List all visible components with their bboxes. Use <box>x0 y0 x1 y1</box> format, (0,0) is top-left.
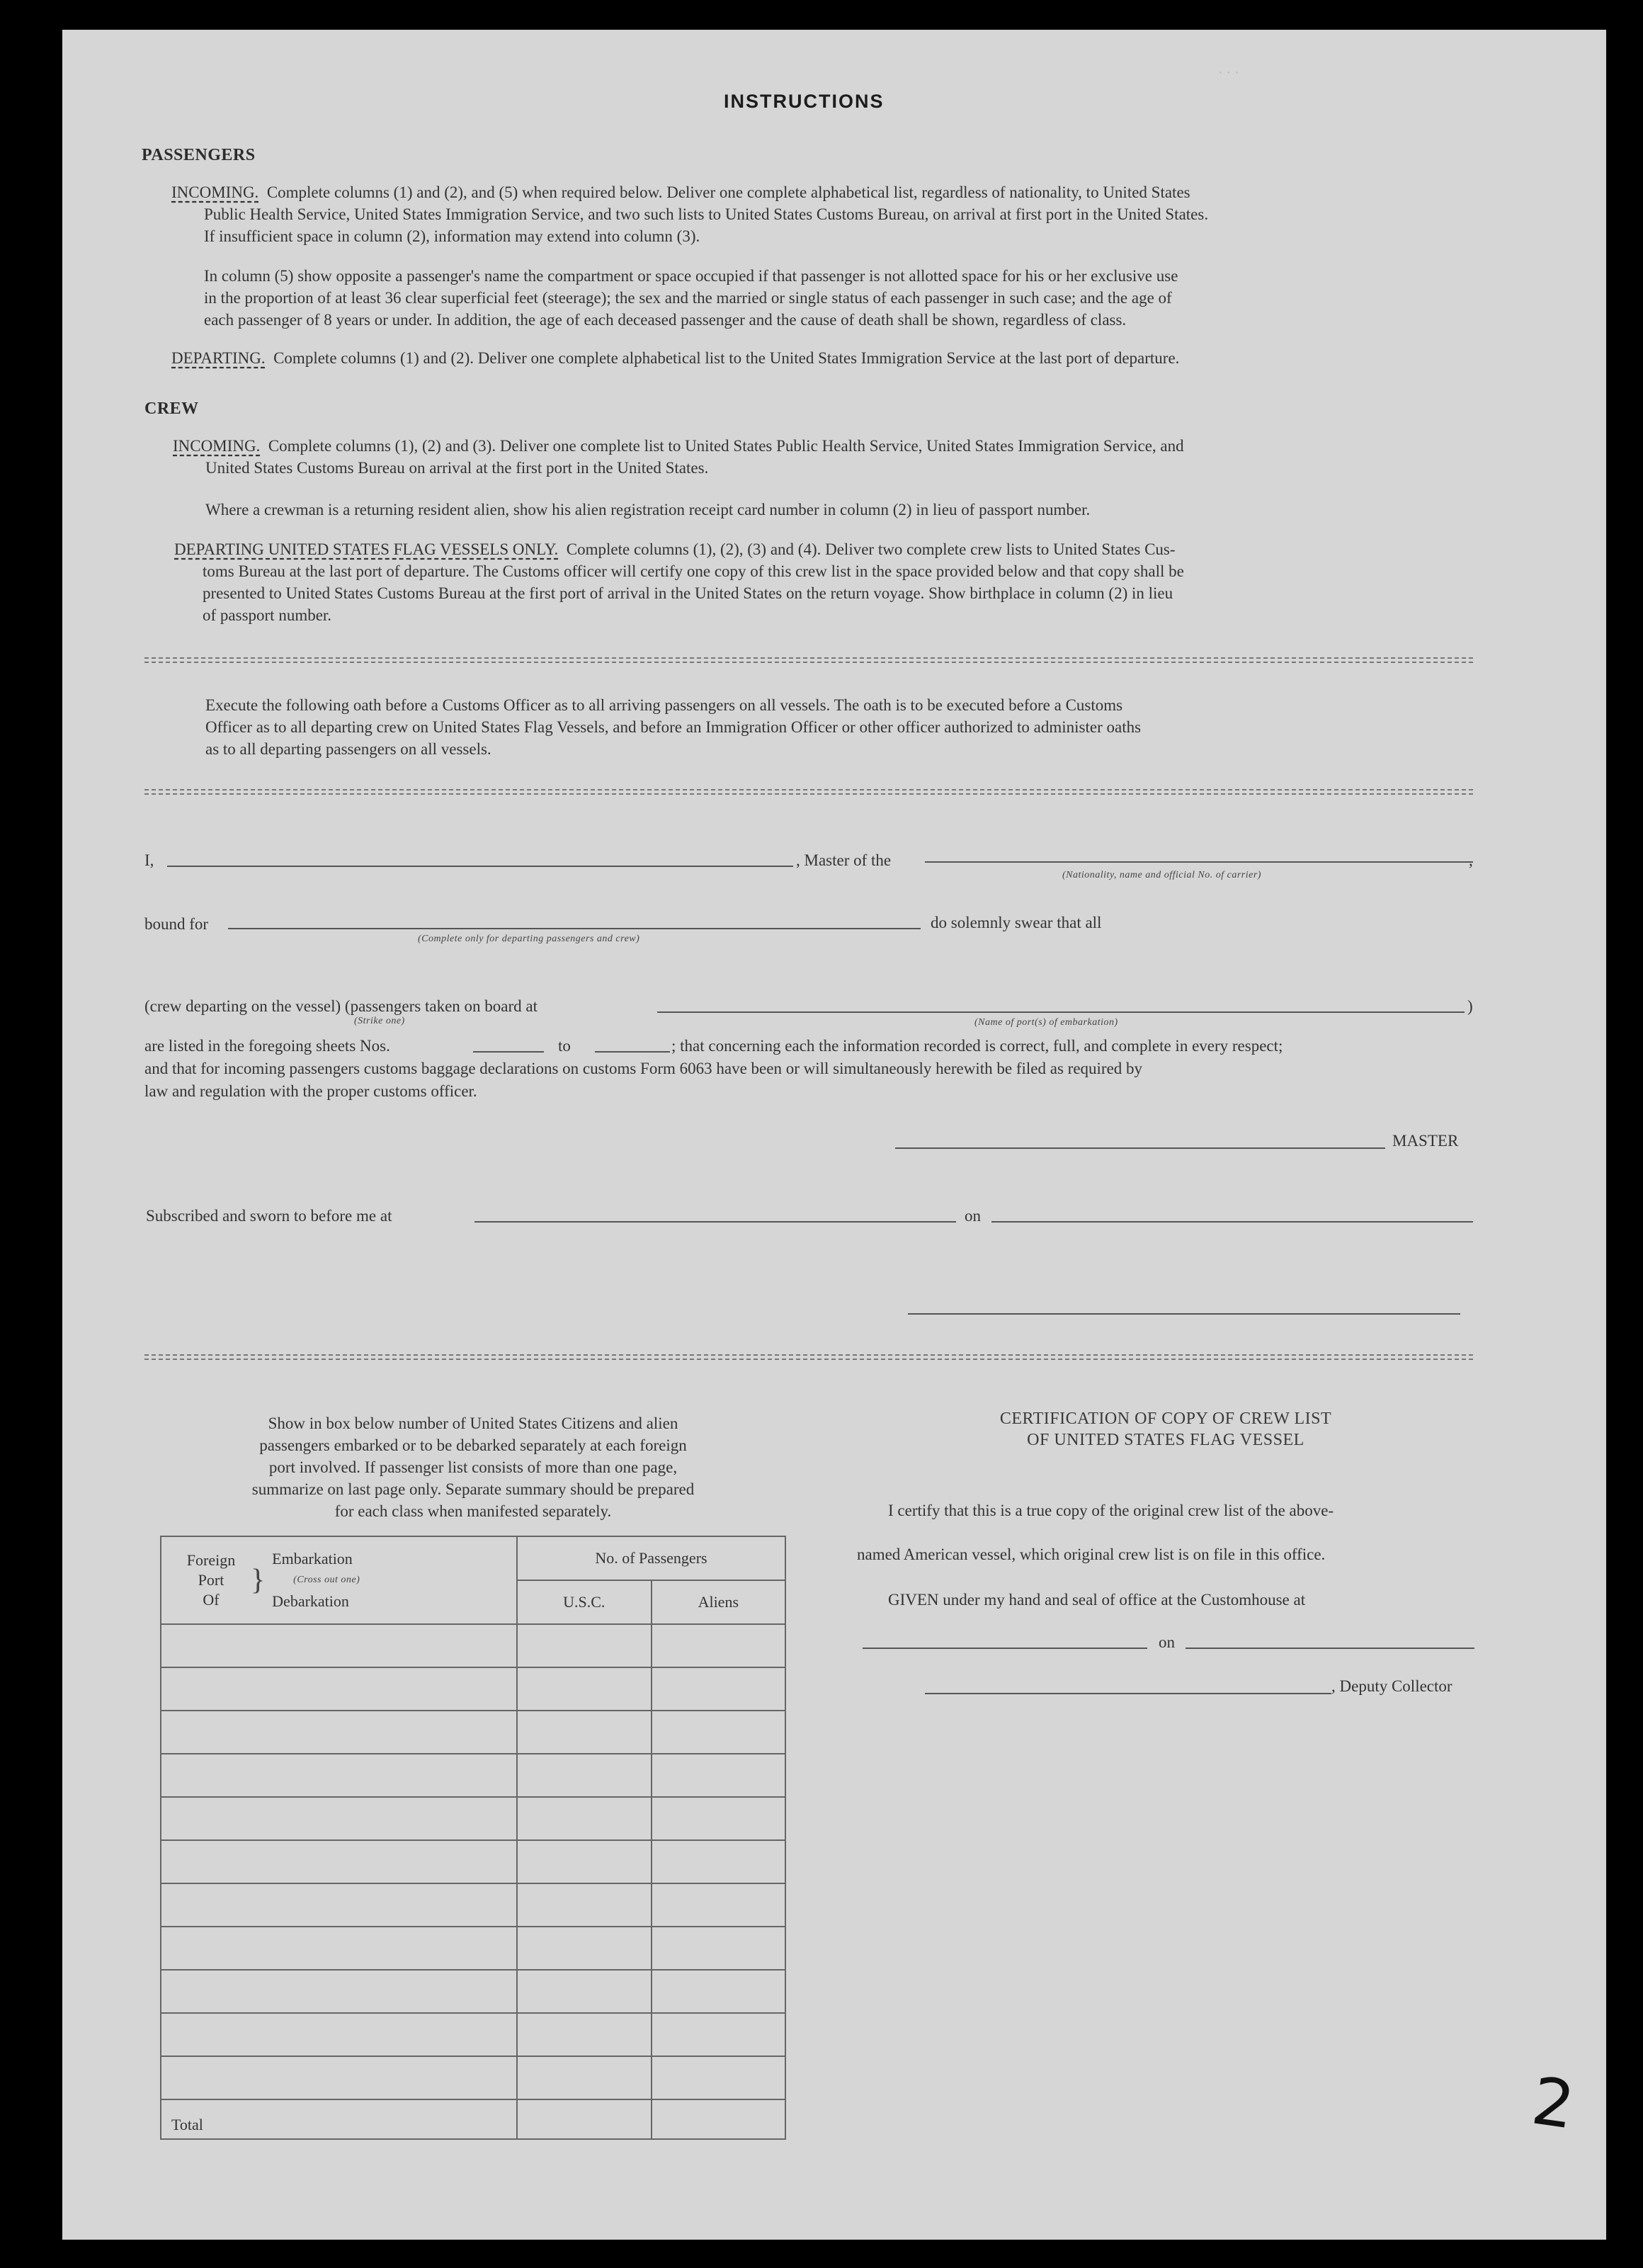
bound-for-field[interactable] <box>228 928 921 929</box>
embarkation-ports-field[interactable] <box>657 1011 1465 1013</box>
summary-instructions <box>190 1412 756 1522</box>
section-divider <box>144 789 1473 790</box>
certification-heading <box>875 1408 1456 1451</box>
column5-line-3: each passenger of 8 years or under. In addition, the age of each deceased passenger and the cause of death shall be shown, regardless of class. <box>204 311 1127 329</box>
column5-line-1: In column (5) show opposite a passenger's name the compartment or space occupied if that passenger is not allotted space for his or her exclusive use <box>204 267 1178 285</box>
total-label: Total <box>161 2099 517 2139</box>
port-cell[interactable] <box>161 1754 517 1797</box>
aliens-cell[interactable] <box>652 1667 785 1711</box>
oath-line-3: law and regulation with the proper customs officer. <box>144 1082 477 1100</box>
passengers-incoming-line-3: If insufficient space in column (2), information may extend into column (3). <box>204 227 700 245</box>
certification-text-3: GIVEN under my hand and seal of office at the Customhouse at <box>888 1591 1306 1609</box>
table-row <box>161 1711 785 1754</box>
usc-cell[interactable] <box>517 1667 652 1711</box>
crew-departing-paragraph <box>174 538 1473 626</box>
certification-heading-2: OF UNITED STATES FLAG VESSEL <box>1027 1431 1304 1449</box>
port-cell[interactable] <box>161 1667 517 1711</box>
certification-date-field[interactable] <box>1186 1648 1474 1649</box>
ports-note: (Name of port(s) of embarkation) <box>974 1017 1118 1028</box>
port-cell[interactable] <box>161 1840 517 1883</box>
crew-departing-label: DEPARTING UNITED STATES FLAG VESSELS ONLY. <box>174 540 559 558</box>
aliens-cell[interactable] <box>652 1797 785 1840</box>
section-divider <box>144 657 1473 659</box>
port-cell[interactable] <box>161 2056 517 2099</box>
crew-departing-line-1: Complete columns (1), (2), (3) and (4). Deliver two complete crew lists to United States Cus- <box>566 540 1176 558</box>
sworn-on-label: on <box>965 1207 981 1225</box>
summary-line-3: port involved. If passenger list consists of more than one page, <box>268 1458 678 1476</box>
crew-departing-line-2: toms Bureau at the last port of departure. The Customs officer will certify one copy of this crew list in the space provided below and that copy shall be <box>203 562 1184 580</box>
crew-incoming-label: INCOMING. <box>173 437 261 455</box>
certification-on-label: on <box>1159 1633 1175 1651</box>
port-cell[interactable] <box>161 1624 517 1667</box>
certification-heading-1: CERTIFICATION OF COPY OF CREW LIST <box>999 1410 1332 1428</box>
table-row <box>161 1840 785 1883</box>
master-name-field[interactable] <box>167 866 793 867</box>
oath-instructions-line-1: Execute the following oath before a Customs Officer as to all arriving passengers on all vessels. The oath is to be executed before a Customs <box>205 696 1123 714</box>
total-usc-cell[interactable] <box>517 2099 652 2139</box>
brace-icon: } <box>251 1564 266 1597</box>
oath-instructions <box>205 694 1423 760</box>
deputy-collector-label: , Deputy Collector <box>1331 1677 1452 1695</box>
cross-out-note: (Cross out one) <box>293 1575 360 1585</box>
passengers-departing-label: DEPARTING. <box>171 349 266 367</box>
crew-incoming-line-1: Complete columns (1), (2) and (3). Deliver one complete list to United States Public Health Service, United States Immigration Service, and <box>268 437 1184 455</box>
page-title: INSTRUCTIONS <box>724 91 885 112</box>
officer-signature-field[interactable] <box>908 1313 1460 1315</box>
passenger-summary-table <box>160 1536 786 2140</box>
usc-cell[interactable] <box>517 1711 652 1754</box>
summary-line-5: for each class when manifested separately. <box>334 1502 612 1520</box>
certification-text-2: named American vessel, which original crew list is on file in this office. <box>857 1546 1326 1563</box>
usc-cell[interactable] <box>517 2056 652 2099</box>
foreign-label: Foreign <box>186 1551 236 1569</box>
crew-departing-line-4: of passport number. <box>203 606 332 624</box>
usc-cell[interactable] <box>517 1754 652 1797</box>
listed-to-label: to <box>558 1037 571 1055</box>
column5-line-2: in the proportion of at least 36 clear superficial feet (steerage); the sex and the married or single status of each passenger in such case; and the age of <box>204 289 1172 307</box>
usc-cell[interactable] <box>517 1797 652 1840</box>
no-passengers-header: No. of Passengers <box>517 1536 785 1580</box>
port-cell[interactable] <box>161 1797 517 1840</box>
listed-text: ; that concerning each the information recorded is correct, full, and complete in every respect; <box>671 1037 1283 1055</box>
passengers-incoming-paragraph <box>171 181 1472 247</box>
crew-departing-line-3: presented to United States Customs Bureau at the first port of arrival in the United States on the return voyage. Show birthplace in column (2) in lieu <box>203 584 1173 602</box>
usc-cell[interactable] <box>517 1970 652 2013</box>
summary-line-1: Show in box below number of United States Citizens and alien <box>268 1414 678 1432</box>
table-row <box>161 1667 785 1711</box>
aliens-cell[interactable] <box>652 2013 785 2056</box>
master-label: MASTER <box>1392 1132 1459 1150</box>
oath-line-2: and that for incoming passengers customs baggage declarations on customs Form 6063 have been or will simultaneously herewith be filed as required by <box>144 1060 1143 1077</box>
master-of-the-label: , Master of the <box>796 851 892 869</box>
passengers-incoming-label: INCOMING. <box>171 183 259 201</box>
port-header-cell <box>161 1536 517 1624</box>
customhouse-field[interactable] <box>863 1648 1147 1649</box>
total-aliens-cell[interactable] <box>652 2099 785 2139</box>
section-divider <box>144 662 1473 663</box>
oath-instructions-line-3: as to all departing passengers on all vessels. <box>205 740 491 758</box>
table-row <box>161 2056 785 2099</box>
aliens-header: Aliens <box>652 1580 785 1624</box>
section-divider <box>144 1354 1473 1356</box>
bound-for-label: bound for <box>144 915 209 933</box>
aliens-cell[interactable] <box>652 1970 785 2013</box>
bound-for-note: (Complete only for departing passengers and crew) <box>418 934 640 944</box>
crew-heading: CREW <box>144 399 199 418</box>
port-cell[interactable] <box>161 1883 517 1927</box>
usc-cell[interactable] <box>517 1840 652 1883</box>
summary-line-4: summarize on last page only. Separate summary should be prepared <box>251 1480 695 1498</box>
passengers-incoming-line-2: Public Health Service, United States Immigration Service, and two such lists to United States Customs Bureau, on arrival at first port in the United States. <box>204 205 1209 223</box>
port-label: Port <box>198 1571 224 1589</box>
handwritten-page-number: 2 <box>1527 2063 1579 2144</box>
embarkation-label: Embarkation <box>272 1550 353 1567</box>
table-row <box>161 1624 785 1667</box>
crew-incoming-line-2: United States Customs Bureau on arrival at the first port in the United States. <box>205 459 709 477</box>
swear-text: do solemnly swear that all <box>931 914 1102 931</box>
usc-header: U.S.C. <box>517 1580 652 1624</box>
sworn-date-field[interactable] <box>991 1221 1473 1223</box>
table-row <box>161 2013 785 2056</box>
sworn-place-field[interactable] <box>474 1221 956 1223</box>
debarkation-label: Debarkation <box>272 1592 349 1610</box>
section-divider <box>144 793 1473 795</box>
aliens-cell[interactable] <box>652 1840 785 1883</box>
strike-one-note: (Strike one) <box>354 1016 405 1026</box>
oath-i-label: I, <box>144 851 154 869</box>
table-row <box>161 1883 785 1927</box>
carrier-field[interactable] <box>925 861 1473 863</box>
deputy-signature-field[interactable] <box>925 1693 1331 1694</box>
port-cell[interactable] <box>161 1927 517 1970</box>
summary-line-2: passengers embarked or to be debarked separately at each foreign <box>259 1436 687 1454</box>
passengers-departing-paragraph <box>171 347 1472 369</box>
aliens-cell[interactable] <box>652 1711 785 1754</box>
carrier-note: (Nationality, name and official No. of carrier) <box>1062 870 1261 880</box>
of-label: Of <box>203 1591 220 1609</box>
crew-alien-text: Where a crewman is a returning resident alien, show his alien registration receipt card number in column (2) in lieu of passport number. <box>205 501 1091 518</box>
table-row <box>161 1927 785 1970</box>
usc-cell[interactable] <box>517 1927 652 1970</box>
master-signature-field[interactable] <box>895 1147 1385 1149</box>
aliens-cell[interactable] <box>652 2056 785 2099</box>
oath-instructions-line-2: Officer as to all departing crew on United States Flag Vessels, and before an Immigration Officer or other officer authorized to administer oaths <box>205 718 1142 736</box>
port-cell[interactable] <box>161 1970 517 2013</box>
listed-sheets-label: are listed in the foregoing sheets Nos. <box>144 1037 390 1055</box>
aliens-cell[interactable] <box>652 1883 785 1927</box>
port-cell[interactable] <box>161 1711 517 1754</box>
table-row <box>161 1797 785 1840</box>
column5-paragraph <box>204 265 1472 331</box>
crew-passengers-label: (crew departing on the vessel) (passengers taken on board at <box>144 997 538 1015</box>
sheet-from-field[interactable] <box>473 1051 544 1053</box>
usc-cell[interactable] <box>517 2013 652 2056</box>
port-cell[interactable] <box>161 2013 517 2056</box>
usc-cell[interactable] <box>517 1624 652 1667</box>
subscribed-label: Subscribed and sworn to before me at <box>146 1207 392 1225</box>
passengers-heading: PASSENGERS <box>142 146 256 164</box>
certification-text-1: I certify that this is a true copy of the original crew list of the above- <box>888 1502 1334 1519</box>
passengers-departing-text: Complete columns (1) and (2). Deliver one complete alphabetical list to the United States Immigration Service at the last port of departure. <box>273 349 1180 367</box>
close-paren: ) <box>1467 997 1473 1015</box>
section-divider <box>144 1359 1473 1360</box>
sheet-to-field[interactable] <box>595 1051 670 1053</box>
aliens-cell[interactable] <box>652 1927 785 1970</box>
passengers-incoming-line-1: Complete columns (1) and (2), and (5) when required below. Deliver one complete alphabetical list, regardless of nationality, to United States <box>266 183 1190 201</box>
table-row <box>161 1970 785 2013</box>
usc-cell[interactable] <box>517 1883 652 1927</box>
table-row <box>161 1754 785 1797</box>
total-row <box>161 2099 785 2139</box>
aliens-cell[interactable] <box>652 1624 785 1667</box>
crew-incoming-paragraph <box>173 435 1472 479</box>
aliens-cell[interactable] <box>652 1754 785 1797</box>
bleed-through-mark: · · · <box>1218 65 1239 81</box>
